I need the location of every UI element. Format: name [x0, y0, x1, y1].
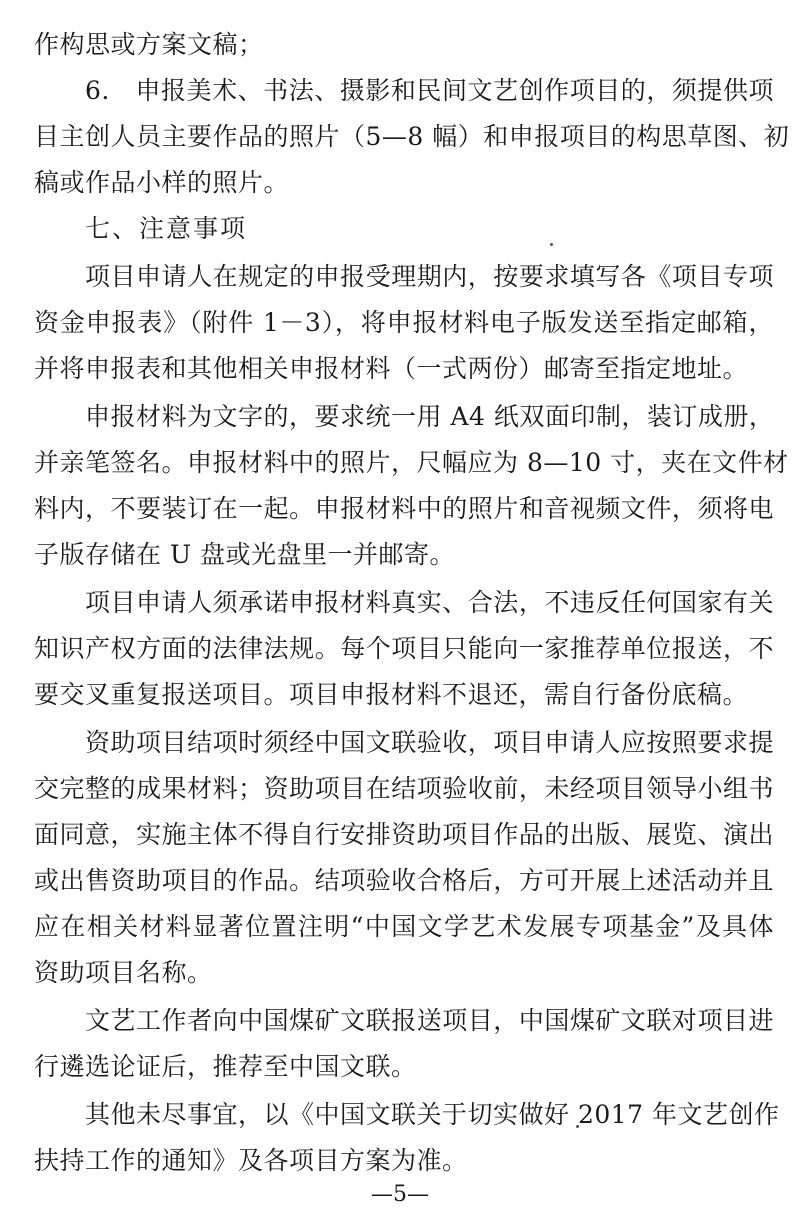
- body-line: 要交叉重复报送项目。项目申报材料不退还，需自行备份底稿。: [34, 680, 749, 709]
- body-line: 面同意，实施主体不得自行安排资助项目作品的出版、展览、演出: [34, 820, 774, 849]
- body-line: 并亲笔签名。申报材料中的照片，尺幅应为 8—10 寸，夹在文件材: [34, 448, 789, 477]
- body-line: 文艺工作者向中国煤矿文联报送项目，中国煤矿文联对项目进: [85, 1006, 774, 1035]
- body-line: 项目申请人须承诺申报材料真实、合法，不违反任何国家有关: [85, 588, 774, 617]
- body-line: 作构思或方案文稿；: [34, 30, 264, 59]
- body-line: 资金申报表》（附件 1－3），将申报材料电子版发送至指定邮箱，: [34, 308, 774, 337]
- section-heading: 七、注意事项: [85, 214, 248, 243]
- body-line: 其他未尽事宜，以《中国文联关于切实做好 2017 年文艺创作: [85, 1100, 780, 1129]
- scan-speck: [550, 243, 553, 246]
- body-line: 扶持工作的通知》及各项目方案为准。: [34, 1146, 468, 1175]
- body-line: 知识产权方面的法律法规。每个项目只能向一家推荐单位报送，不: [34, 634, 774, 663]
- page-number: —5—: [371, 1182, 429, 1207]
- body-line: 稿或作品小样的照片。: [34, 168, 290, 197]
- body-line: 行遴选论证后，推荐至中国文联。: [34, 1052, 417, 1081]
- body-line: 6. 申报美术、书法、摄影和民间文艺创作项目的，须提供项: [85, 76, 774, 105]
- body-line: 项目申请人在规定的申报受理期内，按要求填写各《项目专项: [85, 262, 774, 291]
- body-line: 应在相关材料显著位置注明“中国文学艺术发展专项基金”及具体: [34, 912, 774, 941]
- body-line: 资助项目名称。: [34, 958, 213, 987]
- body-line: 或出售资助项目的作品。结项验收合格后，方可开展上述活动并且: [34, 866, 774, 895]
- body-line: 子版存储在 U 盘或光盘里一并邮寄。: [34, 540, 455, 569]
- body-line: 申报材料为文字的，要求统一用 A4 纸双面印制，装订成册，: [85, 402, 775, 431]
- body-line: 交完整的成果材料；资助项目在结项验收前，未经项目领导小组书: [34, 774, 774, 803]
- body-line: 资助项目结项时须经中国文联验收，项目申请人应按照要求提: [85, 728, 774, 757]
- body-line: 目主创人员主要作品的照片（5—8 幅）和申报项目的构思草图、初: [34, 122, 790, 151]
- body-line: 料内，不要装订在一起。申报材料中的照片和音视频文件，须将电: [34, 494, 774, 523]
- body-line: 并将申报表和其他相关申报材料（一式两份）邮寄至指定地址。: [34, 354, 749, 383]
